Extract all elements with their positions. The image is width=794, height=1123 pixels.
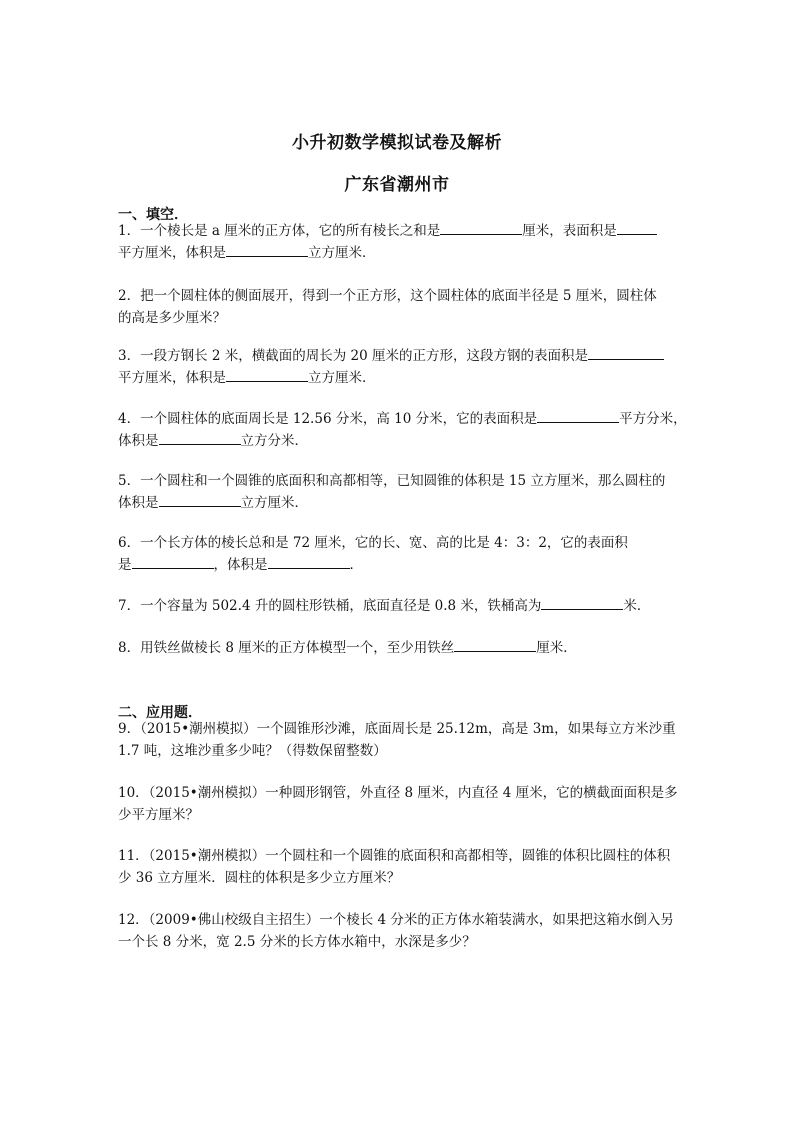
question-12-line-2: 一个长 8 分米，宽 2.5 分米的长方体水箱中，水深是多少？ xyxy=(118,934,476,950)
answer-blank xyxy=(226,242,308,257)
answer-blank xyxy=(132,554,214,569)
document-subtitle: 广东省潮州市 xyxy=(344,175,450,195)
question-3-line-2: 平方厘米，体积是 立方厘米． xyxy=(118,367,678,389)
question-2-line-2: 的高是多少厘米？ xyxy=(118,310,226,326)
answer-blank xyxy=(541,595,623,610)
document-title: 小升初数学模拟试卷及解析 xyxy=(292,133,502,153)
answer-blank xyxy=(454,637,536,652)
question-1-line-1: 1．一个棱长是 a 厘米的正方体，它的所有棱长之和是 厘米，表面积是 xyxy=(118,220,678,242)
question-4-line-2: 体积是 立方分米． xyxy=(118,430,678,452)
section-heading-word-problems: 二、应用题． xyxy=(118,705,202,721)
question-10-line-1: 10．（2015•潮州模拟）一种圆形钢管，外直径 8 厘米，内直径 4 厘米，它的横截面面积是多 xyxy=(118,785,678,801)
question-5-line-2: 体积是 立方厘米． xyxy=(118,492,678,514)
question-3-line-1: 3．一段方钢长 2 米，横截面的周长为 20 厘米的正方形，这段方钢的表面积是 xyxy=(118,345,678,367)
answer-blank xyxy=(159,492,241,507)
question-9-line-2: 1.7 吨，这堆沙重多少吨？（得数保留整数） xyxy=(118,743,387,759)
question-11-line-1: 11．（2015•潮州模拟）一个圆柱和一个圆锥的底面积和高都相等，圆锥的体积比圆柱的体积 xyxy=(118,848,671,864)
answer-blank xyxy=(588,345,664,360)
question-6-line-2: 是 ，体积是 ． xyxy=(118,554,678,576)
section-heading-fill-in: 一、填空． xyxy=(118,207,188,223)
question-11-line-2: 少 36 立方厘米．圆柱的体积是多少立方厘米？ xyxy=(118,870,401,886)
question-5-line-1: 5．一个圆柱和一个圆锥的底面积和高都相等，已知圆锥的体积是 15 立方厘米，那么圆柱的 xyxy=(118,473,666,489)
question-4-line-1: 4．一个圆柱体的底面周长是 12.56 分米，高 10 分米，它的表面积是 平方分米， xyxy=(118,408,678,430)
question-6-line-1: 6．一个长方体的棱长总和是 72 厘米，它的长、宽、高的比是 4：3：2，它的表面积 xyxy=(118,535,628,551)
question-2-line-1: 2．把一个圆柱体的侧面展开，得到一个正方形，这个圆柱体的底面半径是 5 厘米，圆柱体 xyxy=(118,288,657,304)
question-10-line-2: 少平方厘米？ xyxy=(118,807,199,823)
answer-blank xyxy=(226,367,308,382)
answer-blank xyxy=(268,554,350,569)
answer-blank xyxy=(617,220,657,235)
question-8-line-1: 8．用铁丝做棱长 8 厘米的正方体模型一个，至少用铁丝 厘米． xyxy=(118,637,678,659)
question-12-line-1: 12．（2009•佛山校级自主招生）一个棱长 4 分米的正方体水箱装满水，如果把这箱水倒入另 xyxy=(118,912,674,928)
answer-blank xyxy=(537,408,619,423)
answer-blank xyxy=(440,220,522,235)
question-1-line-2: 平方厘米，体积是 立方厘米． xyxy=(118,242,678,264)
question-7-line-1: 7．一个容量为 502.4 升的圆柱形铁桶，底面直径是 0.8 米，铁桶高为 米． xyxy=(118,595,678,617)
answer-blank xyxy=(159,430,241,445)
question-9-line-1: 9．（2015•潮州模拟）一个圆锥形沙滩，底面周长是 25.12m，高是 3m，如果每立方米沙重 xyxy=(118,721,676,737)
